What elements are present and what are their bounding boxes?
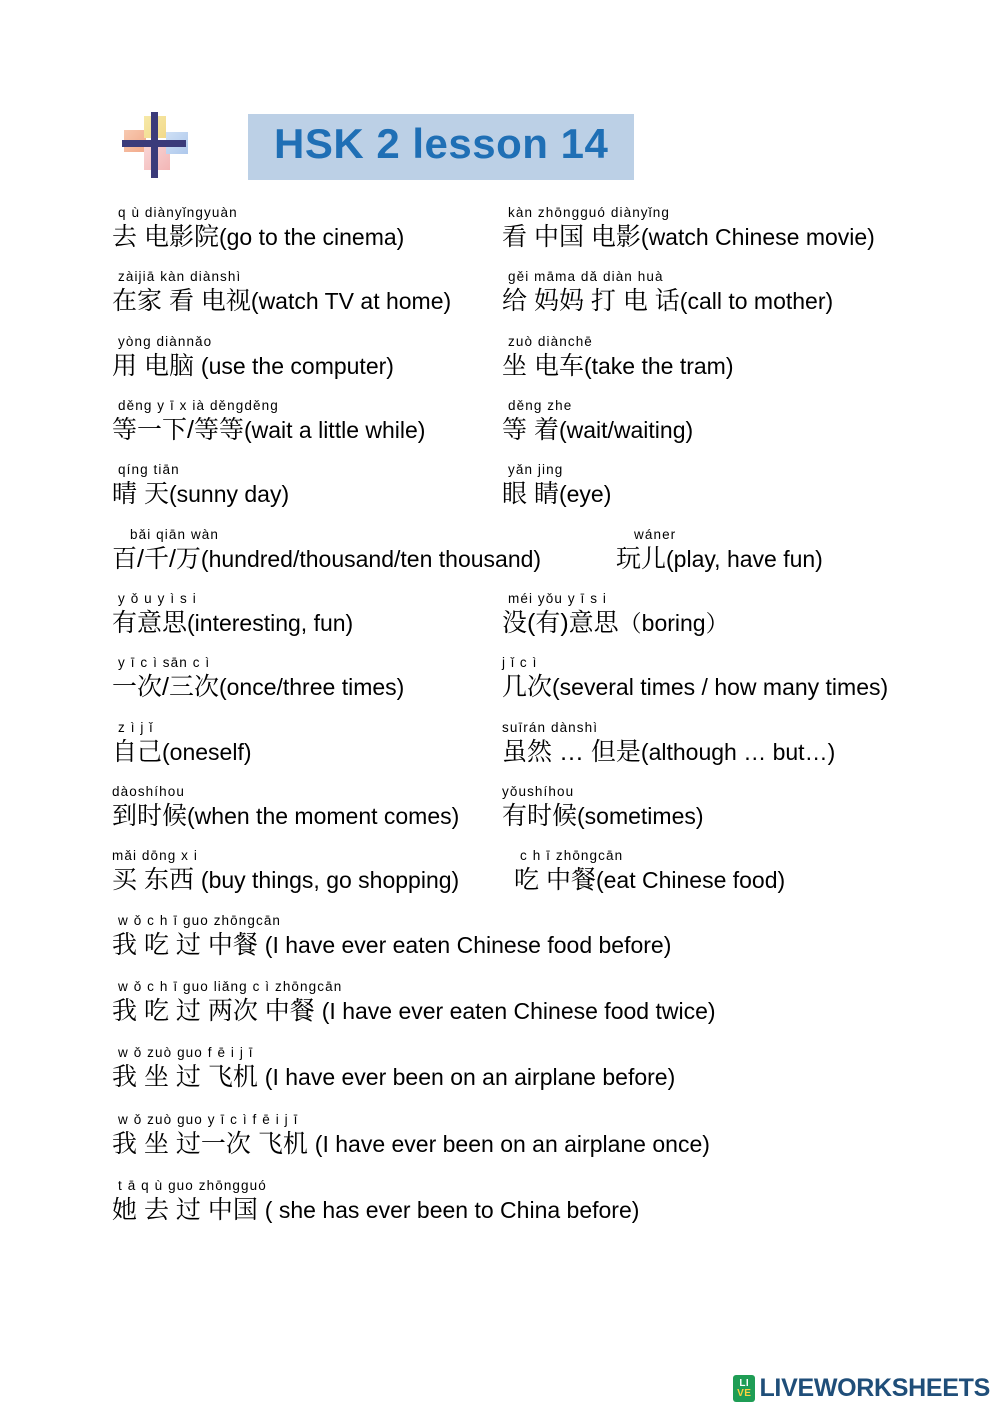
vocab-item [502,592,902,638]
liveworksheets-wordmark: LIVEWORKSHEETS [759,1374,990,1402]
pinyin-text: méi yǒu y ī s i [508,591,608,607]
gloss-text: (several times / how many times) [552,674,889,701]
chinese-text: 百/千/万 [112,544,201,573]
gloss-text: (sometimes) [577,802,704,829]
chinese-text: 自己 [112,737,163,766]
gloss-text: (oneself) [162,738,252,765]
pinyin-text: yǒushíhou [502,784,575,800]
term-text [112,609,502,639]
term-text [502,673,902,703]
gloss-text: (I have ever been on an airplane before) [264,1064,676,1091]
term-text [502,223,902,253]
term-text [502,480,902,510]
gloss-text: (watch Chinese movie) [640,223,875,250]
vocab-item [502,656,902,702]
chinese-text: 她 去 过 中国 [112,1196,258,1224]
gloss-text: (go to the cinema) [218,223,405,250]
vocab-item [112,656,502,702]
gloss-text: (take the tram) [583,352,734,379]
gloss-text: (eye) [558,481,612,508]
gloss-text: (hundred/thousand/ten thousand) [200,545,542,572]
vocab-row [112,463,902,509]
chinese-text: 等 着 [502,415,559,444]
chinese-text: 在家 看 电视 [112,287,251,316]
pinyin-text: suīrán dànshì [502,719,599,735]
gloss-text: ( she has ever been to China before) [264,1197,640,1223]
gloss-text: (I have ever been on an airplane once) [314,1130,710,1157]
vocab-item [112,592,502,638]
worksheet-header [118,110,634,184]
term-text [112,802,502,832]
chinese-text: 有时候 [502,801,578,830]
term-text [514,866,902,896]
gloss-text: (sunny day) [168,481,290,508]
pinyin-text: w ǒ zuò guo y ī c ì f ē i j ī [118,1111,299,1127]
vocab-row [112,592,902,638]
term-text [112,1063,902,1093]
vocab-row [112,335,902,381]
term-text [502,416,902,446]
chinese-text: 有意思 [112,608,188,637]
chinese-text: 用 电脑 [112,351,194,380]
gloss-text: (wait a little while) [243,416,426,443]
vocab-row [112,721,902,767]
term-text [112,931,902,961]
vocab-item [502,335,902,381]
chinese-text: 没(有)意思 [502,608,619,637]
chinese-text: 看 中国 电影 [502,222,641,251]
page-title [248,114,634,180]
pinyin-text: zàijiā kàn diànshì [118,269,242,285]
gloss-text: (when the moment comes) [187,802,460,829]
term-text [112,287,502,317]
pinyin-text: yǎn jing [508,462,564,478]
term-text [112,1196,902,1226]
vocab-item [112,528,612,574]
gloss-text: (play, have fun) [666,545,823,572]
sentence-row [112,980,902,1026]
vocab-item [612,528,902,574]
vocab-row [112,785,902,831]
chinese-text: 坐 电车 [502,351,584,380]
term-text [112,352,502,382]
sentence-item [112,980,902,1026]
pinyin-text: c h ī zhōngcān [520,848,624,864]
term-text [616,545,902,575]
term-text [112,673,502,703]
pinyin-text: gěi māma dǎ diàn huà [508,269,664,285]
term-text [502,609,902,639]
term-text [112,1130,902,1160]
sentence-row [112,1046,902,1092]
badge-line-1: LI [739,1378,750,1389]
gloss-text: (eat Chinese food) [595,867,786,894]
gloss-text: (buy things, go shopping) [200,867,460,894]
pinyin-text: w ǒ c h ī guo zhōngcān [118,912,282,928]
vocab-item [502,849,902,895]
vocab-item [112,785,502,831]
chinese-text: 眼 睛 [502,480,559,509]
chinese-text: 我 吃 过 中餐 [112,930,258,959]
term-text [502,802,902,832]
gloss-text: (I have ever eaten Chinese food twice) [321,997,716,1024]
pinyin-text: w ǒ c h ī guo liǎng c ì zhōngcān [118,979,343,995]
term-text [112,545,612,575]
vocabulary-list [112,206,902,1246]
pinyin-text: t ā q ù guo zhōngguó [118,1178,267,1194]
vocab-item [112,849,502,895]
term-text [502,352,902,382]
pinyin-text: děng y ī x ià děngděng [118,398,279,414]
term-text [112,997,902,1027]
liveworksheets-footer[interactable] [733,1374,990,1403]
chinese-text: 晴 天 [112,480,169,509]
pinyin-text: j ǐ c ì [502,655,538,671]
chinese-text: 到时候 [112,801,188,830]
pinyin-text: y ī c ì sān c ì [118,655,211,671]
vocab-item [502,721,902,767]
term-text [502,287,902,317]
chinese-text: 去 电影院 [112,222,219,251]
sentence-row [112,914,902,960]
pinyin-text: yòng diànnǎo [118,333,213,349]
gloss-text: （boring） [618,609,729,636]
pinyin-text: bǎi qiān wàn [130,526,220,542]
chinese-text: 我 坐 过 飞机 [112,1063,258,1092]
chinese-text: 几次 [502,673,553,702]
pinyin-text: qíng tiān [118,462,180,478]
term-text [112,866,502,896]
pinyin-text: mǎi dōng x i [112,848,198,864]
term-text [112,738,502,768]
gloss-text: (I have ever eaten Chinese food before) [264,931,672,958]
vocab-item [112,335,502,381]
pinyin-text: wáner [634,526,677,542]
pinyin-text: z ì j ǐ [118,719,154,735]
vocab-row [112,849,902,895]
chinese-text: 我 吃 过 两次 中餐 [112,996,315,1025]
term-text [502,738,902,768]
pinyin-text: zuò diànchē [508,333,593,349]
sentence-item [112,914,902,960]
vocab-item [112,270,502,316]
vocab-item [112,463,502,509]
gloss-text: (watch TV at home) [250,288,452,315]
gloss-text: (wait/waiting) [558,416,694,443]
chinese-text: 等一下/等等 [112,415,244,444]
vocab-item [112,399,502,445]
gloss-text: (although … but…) [640,738,836,765]
chinese-text: 玩儿 [616,544,667,573]
chinese-text: 买 东西 [112,866,194,895]
badge-line-2: VE [737,1388,752,1399]
chinese-text: 我 坐 过一次 飞机 [112,1129,308,1158]
pinyin-text: děng zhe [508,398,573,414]
vocab-row [112,656,902,702]
pinyin-text: kàn zhōngguó diànyǐng [508,205,670,220]
vocab-item [502,206,902,252]
gloss-text: (interesting, fun) [187,609,354,636]
chinese-text: 一次/三次 [112,673,219,702]
chinese-text: 虽然 … 但是 [502,737,641,766]
chinese-text: 给 妈妈 打 电 话 [502,287,680,316]
four-squares-plus-icon [118,110,192,184]
pinyin-text: w ǒ zuò guo f ē i j ī [118,1045,254,1061]
gloss-text: (use the computer) [200,352,394,379]
pinyin-text: y ǒ u y ì s i [118,591,197,607]
gloss-text: (call to mother) [679,288,834,315]
vocab-row [112,399,902,445]
sentence-item [112,1113,902,1159]
sentence-item [112,1046,902,1092]
vocab-item [112,206,502,252]
vocab-item [502,463,902,509]
vocab-item [502,399,902,445]
sentence-item [112,1179,902,1225]
liveworksheets-badge-icon [733,1375,755,1402]
vocab-item [502,270,902,316]
page-title-text: HSK 2 lesson 14 [274,119,609,167]
vocab-row [112,270,902,316]
term-text [112,223,502,253]
sentence-row [112,1179,902,1225]
pinyin-text: dàoshíhou [112,784,185,800]
gloss-text: (once/three times) [218,674,405,701]
vocab-item [502,785,902,831]
vocab-item [112,721,502,767]
term-text [112,480,502,510]
chinese-text: 吃 中餐 [514,866,596,895]
term-text [112,416,502,446]
sentence-row [112,1113,902,1159]
vocab-row [112,528,902,574]
vocab-row [112,206,902,252]
pinyin-text: q ù diànyǐngyuàn [118,205,238,220]
